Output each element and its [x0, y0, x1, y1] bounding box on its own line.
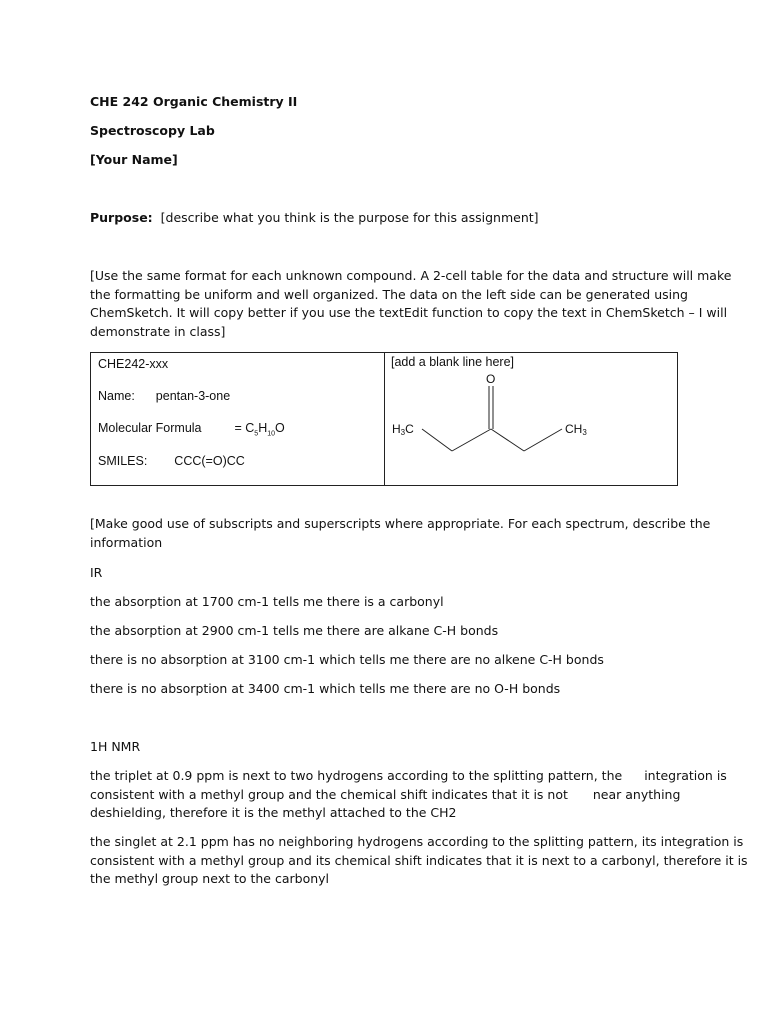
smiles-value: CCC(=O)CC — [174, 454, 245, 468]
formula-value — [234, 421, 285, 438]
bond-c1-c2 — [422, 429, 452, 451]
pentanone-structure-drawing — [385, 353, 679, 485]
ch3-label: CH3 — [565, 422, 587, 437]
nmr-heading: 1H NMR — [90, 739, 141, 754]
smiles-label: SMILES: — [98, 454, 148, 468]
data-cell — [91, 353, 385, 486]
structure-cell — [385, 353, 678, 486]
nmr-line: consistent with a methyl group and the chemical shift indicates that it is not near anything — [90, 786, 681, 802]
format-note-line: ChemSketch. It will copy better if you use the textEdit function to copy the text in ChemSketch – I will — [90, 305, 728, 320]
nmr-line: the methyl group next to the carbonyl — [90, 871, 330, 886]
formula-h-count: 10 — [267, 430, 276, 438]
format-note-line: the formatting be uniform and well organized. The data on the left side can be generated using — [90, 286, 688, 302]
spectra-intro-line: information — [90, 534, 163, 550]
formula-row — [98, 421, 285, 438]
h3c-label: H3C — [392, 422, 414, 437]
purpose-line — [90, 209, 680, 228]
format-note — [90, 267, 732, 341]
ir-line: the absorption at 1700 cm-1 tells me there is a carbonyl — [90, 594, 444, 609]
spectra-intro-line: [Make good use of subscripts and superscripts where appropriate. For each spectrum, describe the — [90, 516, 711, 531]
formula-c-count: 5 — [254, 430, 259, 438]
nmr-line: consistent with a methyl group and its chemical shift indicates that it is next to a carbonyl, therefore it is — [90, 852, 748, 868]
ir-line: there is no absorption at 3100 cm-1 which tells me there are no alkene C-H bonds — [90, 652, 604, 667]
formula-o: O — [275, 421, 285, 435]
nmr-line: the singlet at 2.1 ppm has no neighboring hydrogens according to the splitting pattern, its integration is — [90, 834, 744, 849]
name-label: Name: — [98, 389, 135, 403]
ir-line: there is no absorption at 3400 cm-1 which tells me there are no O-H bonds — [90, 681, 561, 696]
lab-title: Spectroscopy Lab — [90, 123, 215, 138]
nmr-line: the triplet at 0.9 ppm is next to two hydrogens according to the splitting pattern, the integration is — [90, 768, 727, 783]
purpose-label: Purpose: — [90, 210, 153, 225]
compound-table — [90, 352, 678, 486]
nmr-paragraph-singlet — [90, 833, 748, 889]
nmr-paragraph-triplet — [90, 767, 727, 823]
name-row — [98, 389, 230, 403]
bond-c4-c5 — [524, 429, 562, 451]
oxygen-label: O — [486, 372, 496, 386]
format-note-line: [Use the same format for each unknown compound. A 2-cell table for the data and structure will make — [90, 268, 732, 283]
ir-heading: IR — [90, 565, 103, 580]
nmr-line: deshielding, therefore it is the methyl attached to the CH2 — [90, 805, 457, 820]
formula-label: Molecular Formula — [98, 421, 202, 435]
smiles-row — [98, 454, 245, 468]
spectra-intro — [90, 515, 711, 552]
formula-h: H — [258, 421, 268, 435]
formula-eq: = C — [234, 421, 255, 435]
ir-line: the absorption at 2900 cm-1 tells me there are alkane C-H bonds — [90, 623, 499, 638]
structure-note: [add a blank line here] — [391, 355, 515, 369]
name-value: pentan-3-one — [155, 389, 231, 403]
purpose-text: [describe what you think is the purpose for this assignment] — [160, 210, 539, 225]
bond-c2-c3 — [452, 429, 491, 451]
format-note-line: demonstrate in class] — [90, 323, 226, 339]
bond-c3-c4 — [491, 429, 524, 451]
compound-id: CHE242-xxx — [98, 357, 169, 371]
course-title: CHE 242 Organic Chemistry II — [90, 94, 298, 109]
student-name: [Your Name] — [90, 152, 178, 167]
